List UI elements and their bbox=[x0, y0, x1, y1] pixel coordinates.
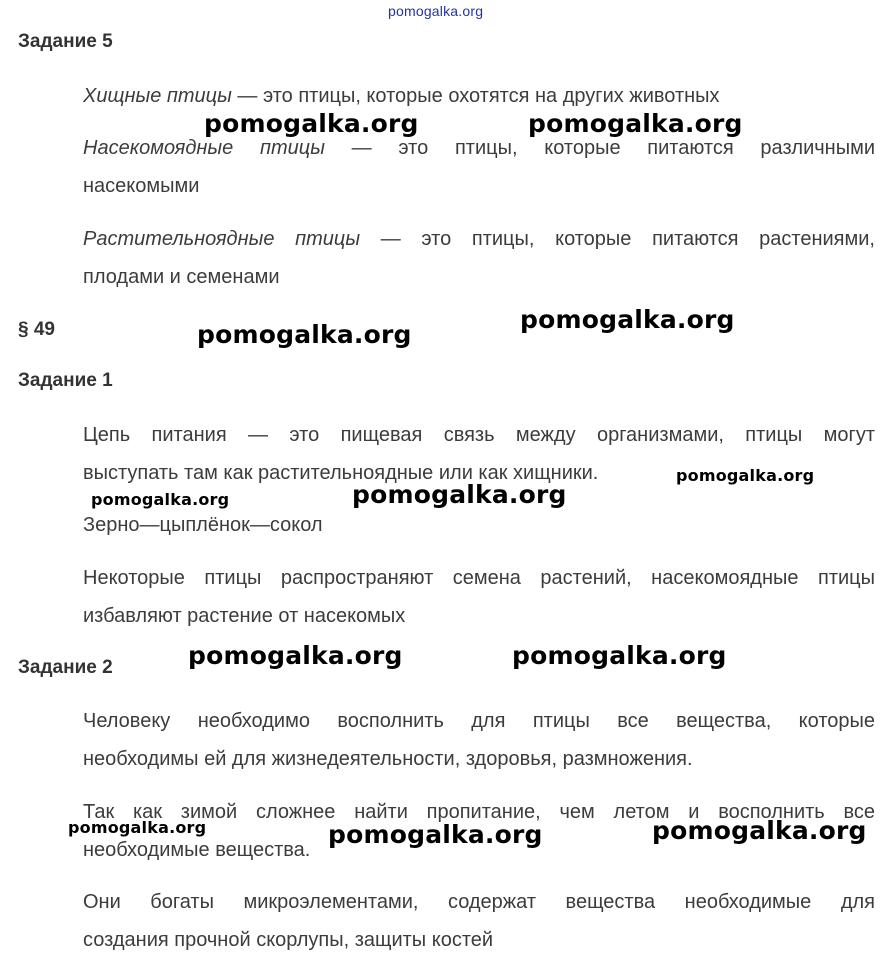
paragraph-line: Человеку необходимо восполнить для птицы все вещества, которые bbox=[83, 710, 875, 732]
paragraph-number-heading: § 49 bbox=[18, 319, 55, 340]
paragraph-line: Они богаты микроэлементами, содержат вещества необходимые для bbox=[83, 891, 875, 913]
task-2-paragraph-1 bbox=[83, 702, 875, 778]
task-1-heading: Задание 1 bbox=[18, 370, 113, 391]
paragraph-line: насекомыми bbox=[83, 175, 200, 197]
watermark: pomogalka.org bbox=[512, 641, 727, 670]
watermark: pomogalka.org bbox=[652, 816, 867, 845]
paragraph-line bbox=[83, 220, 875, 258]
paragraph-line: необходимые вещества. bbox=[83, 839, 311, 861]
definition-insectivorous-birds: — это птицы, которые питаются различными bbox=[324, 137, 876, 159]
paragraph-line: Так как зимой сложнее найти пропитание, чем летом и восполнить все bbox=[83, 801, 875, 823]
section-5-heading: Задание 5 bbox=[18, 31, 113, 52]
term-predatory-birds: Хищные птицы bbox=[83, 85, 232, 107]
paragraph-line: выступать там как растительноядные или как хищники. bbox=[83, 462, 599, 484]
paragraph-line: Некоторые птицы распространяют семена растений, насекомоядные птицы bbox=[83, 567, 875, 589]
paragraph-line: плодами и семенами bbox=[83, 266, 280, 288]
watermark: pomogalka.org bbox=[528, 109, 743, 138]
watermark: pomogalka.org bbox=[328, 820, 543, 849]
watermark: pomogalka.org bbox=[352, 480, 567, 509]
watermark: pomogalka.org bbox=[68, 818, 207, 837]
section-5-paragraph-3 bbox=[83, 220, 875, 296]
paragraph-line: создания прочной скорлупы, защиты костей bbox=[83, 929, 494, 951]
watermark: pomogalka.org bbox=[676, 466, 815, 485]
task-1-paragraph-2: Зерно—цыплёнок—сокол bbox=[83, 514, 323, 536]
paragraph-line: избавляют растение от насекомых bbox=[83, 605, 406, 627]
task-2-heading: Задание 2 bbox=[18, 657, 113, 678]
watermark-top: pomogalka.org bbox=[388, 3, 484, 19]
task-1-paragraph-3 bbox=[83, 559, 875, 635]
definition-predatory-birds: — это птицы, которые охотятся на других животных bbox=[231, 85, 720, 107]
section-5-paragraph-1 bbox=[83, 77, 875, 115]
term-insectivorous-birds: Насекомоядные птицы bbox=[83, 137, 325, 159]
watermark: pomogalka.org bbox=[204, 109, 419, 138]
paragraph-line bbox=[83, 129, 875, 167]
paragraph-line: Цепь питания — это пищевая связь между организмами, птицы могут bbox=[83, 424, 875, 446]
watermark: pomogalka.org bbox=[197, 320, 412, 349]
watermark: pomogalka.org bbox=[188, 641, 403, 670]
definition-herbivorous-birds: — это птицы, которые питаются растениями, bbox=[360, 228, 875, 250]
paragraph-line: необходимы ей для жизнедеятельности, здоровья, размножения. bbox=[83, 748, 693, 770]
term-herbivorous-birds: Растительноядные птицы bbox=[83, 228, 361, 250]
section-5-paragraph-2 bbox=[83, 129, 875, 205]
task-2-paragraph-3 bbox=[83, 883, 875, 959]
watermark: pomogalka.org bbox=[91, 490, 230, 509]
watermark: pomogalka.org bbox=[520, 305, 735, 334]
